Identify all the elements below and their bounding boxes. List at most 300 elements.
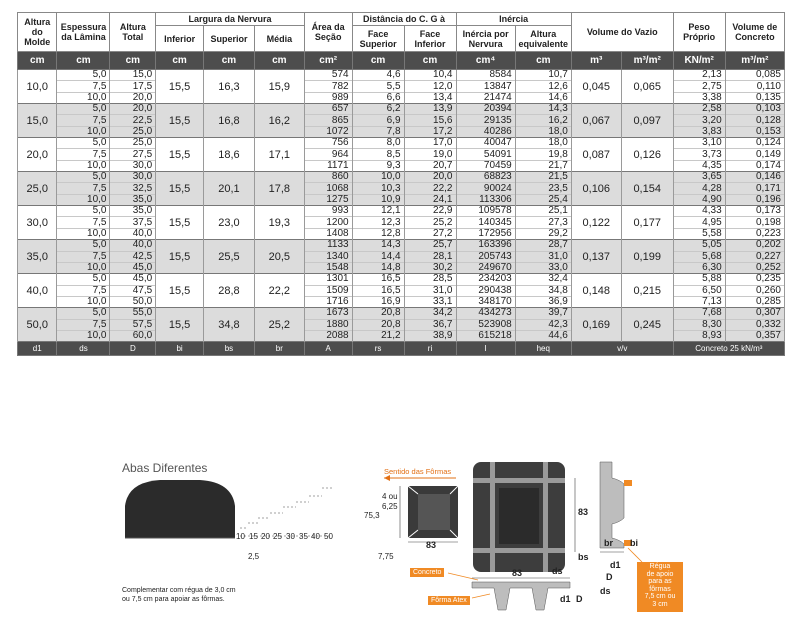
- table-cell: 25,0: [110, 126, 156, 137]
- forma-atex-tag: Fôrma Atex: [428, 596, 470, 605]
- abas-note-line-1: Complementar com régua de 3,0 cm: [122, 587, 236, 594]
- table-cell: 15,5: [156, 138, 204, 172]
- table-cell: 45,0: [110, 274, 156, 285]
- unit-cell: m³/m²: [621, 52, 673, 70]
- col-espessura-lamina: Espessura da Lâmina: [57, 13, 110, 52]
- table-row: [18, 240, 785, 251]
- sec-D: D: [576, 594, 583, 604]
- table-cell: 0,103: [725, 104, 784, 115]
- table-cell: 40,0: [18, 274, 57, 308]
- table-cell: 55,0: [110, 308, 156, 319]
- table-row: [18, 104, 785, 115]
- table-cell: 90024: [456, 183, 515, 194]
- dim-83-a: 83: [426, 540, 437, 550]
- table-cell: 30,2: [404, 262, 456, 273]
- table-cell: 0,227: [725, 251, 784, 262]
- unit-cell: cm: [352, 52, 404, 70]
- table-cell: 21,2: [352, 330, 404, 341]
- table-cell: 16,9: [352, 296, 404, 307]
- regua-line: de apoio: [646, 570, 674, 578]
- table-cell: 14,4: [352, 251, 404, 262]
- table-cell: 0,128: [725, 115, 784, 126]
- table-cell: 42,3: [515, 319, 571, 330]
- table-cell: 10,0: [57, 126, 110, 137]
- row-group: [18, 274, 785, 308]
- table-cell: 0,067: [571, 104, 621, 138]
- table-cell: 29,2: [515, 228, 571, 239]
- table-cell: 0,146: [725, 172, 784, 183]
- table-cell: 1072: [304, 126, 352, 137]
- table-cell: 29135: [456, 115, 515, 126]
- table-cell: 20,8: [352, 319, 404, 330]
- symbol-cell: I: [456, 342, 515, 356]
- unit-cell: cm: [57, 52, 110, 70]
- table-cell: 0,126: [621, 138, 673, 172]
- table-cell: 5,0: [57, 274, 110, 285]
- table-cell: 17,0: [404, 138, 456, 149]
- table-cell: 1133: [304, 240, 352, 251]
- table-cell: 0,169: [571, 308, 621, 342]
- table-cell: 0,122: [571, 206, 621, 240]
- symbol-cell: bi: [156, 342, 204, 356]
- table-cell: 7,5: [57, 251, 110, 262]
- table-cell: 15,5: [156, 206, 204, 240]
- diagram-area: [0, 448, 800, 626]
- prof-d1: d1: [610, 560, 621, 570]
- table-cell: 36,7: [404, 319, 456, 330]
- col-volume-concreto: Volume de Concreto: [725, 13, 784, 52]
- table-cell: 27,5: [110, 149, 156, 160]
- table-cell: 3,83: [673, 126, 725, 137]
- table-cell: 16,8: [204, 104, 255, 138]
- table-cell: 30,0: [18, 206, 57, 240]
- table-cell: 0,153: [725, 126, 784, 137]
- table-cell: 20,0: [110, 104, 156, 115]
- table-cell: 8,5: [352, 149, 404, 160]
- table-cell: 10,0: [57, 92, 110, 103]
- table-cell: 9,3: [352, 160, 404, 171]
- table-cell: 15,5: [156, 104, 204, 138]
- table-cell: 0,199: [621, 240, 673, 274]
- table-row: [18, 70, 785, 81]
- table-cell: 0,260: [725, 285, 784, 296]
- abas-h-50: 50: [324, 532, 333, 541]
- symbol-cell: heq: [515, 342, 571, 356]
- table-cell: 15,5: [156, 172, 204, 206]
- table-cell: 15,6: [404, 115, 456, 126]
- abas-h-30: 30: [286, 532, 295, 541]
- table-cell: 0,196: [725, 194, 784, 205]
- table-cell: 8,0: [352, 138, 404, 149]
- col-inercia-nervura: Inércia por Nervura: [456, 26, 515, 52]
- table-cell: 23,5: [515, 183, 571, 194]
- table-cell: 0,171: [725, 183, 784, 194]
- row-group: [18, 308, 785, 342]
- table-cell: 865: [304, 115, 352, 126]
- prof-ds: ds: [600, 586, 611, 596]
- col-media: Média: [254, 26, 304, 52]
- table-cell: 50,0: [18, 308, 57, 342]
- table-cell: 18,6: [204, 138, 255, 172]
- table-cell: 0,106: [571, 172, 621, 206]
- table-cell: 17,5: [110, 81, 156, 92]
- table-cell: 4,6: [352, 70, 404, 81]
- table-cell: 34,8: [204, 308, 255, 342]
- regua-line: fôrmas: [649, 585, 671, 593]
- table-cell: 0,148: [571, 274, 621, 308]
- table-cell: 0,149: [725, 149, 784, 160]
- table-cell: 163396: [456, 240, 515, 251]
- table-cell: 28,7: [515, 240, 571, 251]
- label-br: br: [604, 538, 613, 548]
- table-cell: 57,5: [110, 319, 156, 330]
- table-cell: 15,5: [156, 274, 204, 308]
- table-cell: 2,58: [673, 104, 725, 115]
- col-volume-vazio: Volume do Vazio: [571, 13, 673, 52]
- spec-table: [17, 12, 785, 356]
- abas-h-25: 25: [273, 532, 282, 541]
- table-cell: 13,9: [404, 104, 456, 115]
- table-cell: 0,135: [725, 92, 784, 103]
- abas-h-35: 35: [299, 532, 308, 541]
- col-face-superior: Face Superior: [352, 26, 404, 52]
- table-cell: 989: [304, 92, 352, 103]
- table-cell: 23,0: [204, 206, 255, 240]
- table-cell: 17,2: [404, 126, 456, 137]
- unit-cell: cm⁴: [456, 52, 515, 70]
- table-cell: 5,68: [673, 251, 725, 262]
- regua-line: 7,5 cm ou: [644, 593, 676, 600]
- table-cell: 3,65: [673, 172, 725, 183]
- label-bs: bs: [578, 552, 589, 562]
- table-cell: 109578: [456, 206, 515, 217]
- table-cell: 15,5: [156, 70, 204, 104]
- table-cell: 0,235: [725, 274, 784, 285]
- table-cell: 24,1: [404, 194, 456, 205]
- table-cell: 249670: [456, 262, 515, 273]
- table-cell: 28,8: [204, 274, 255, 308]
- col-altura-total: Altura Total: [110, 13, 156, 52]
- table-cell: 17,1: [254, 138, 304, 172]
- abas-h-40: 40: [311, 532, 320, 541]
- symbol-cell: Concreto 25 kN/m³: [673, 342, 784, 356]
- table-cell: 16,5: [352, 285, 404, 296]
- abas-note-line-2: ou 7,5 cm para apoiar as fôrmas.: [122, 596, 225, 603]
- row-group: [18, 240, 785, 274]
- table-cell: 40,0: [110, 228, 156, 239]
- symbol-cell: A: [304, 342, 352, 356]
- table-row: [18, 172, 785, 183]
- table-cell: 13847: [456, 81, 515, 92]
- symbol-cell: D: [110, 342, 156, 356]
- regua-line: Régua: [649, 563, 671, 570]
- table-cell: 756: [304, 138, 352, 149]
- table-cell: 13,4: [404, 92, 456, 103]
- table-cell: 0,215: [621, 274, 673, 308]
- table-cell: 20,7: [404, 160, 456, 171]
- table-cell: 615218: [456, 330, 515, 341]
- aba-625: 6,25: [382, 502, 398, 511]
- col-area-secao: Área da Seção: [304, 13, 352, 52]
- label-bi: bi: [630, 538, 638, 548]
- table-cell: 0,223: [725, 228, 784, 239]
- table-cell: 35,0: [110, 206, 156, 217]
- table-cell: 5,0: [57, 104, 110, 115]
- table-cell: 7,5: [57, 81, 110, 92]
- dim-753: 75,3: [364, 511, 380, 520]
- row-group: [18, 172, 785, 206]
- table-cell: 10,0: [57, 228, 110, 239]
- table-cell: 10,0: [57, 330, 110, 341]
- table-cell: 20,0: [404, 172, 456, 183]
- table-cell: 18,0: [515, 138, 571, 149]
- table-cell: 54091: [456, 149, 515, 160]
- table-cell: 33,1: [404, 296, 456, 307]
- symbol-cell: ds: [57, 342, 110, 356]
- table-cell: 30,0: [110, 172, 156, 183]
- table-cell: 47,5: [110, 285, 156, 296]
- row-group: [18, 70, 785, 104]
- table-cell: 0,202: [725, 240, 784, 251]
- unit-cell: cm: [204, 52, 255, 70]
- table-cell: 35,0: [110, 194, 156, 205]
- table-cell: 0,154: [621, 172, 673, 206]
- table-cell: 3,10: [673, 138, 725, 149]
- table-cell: 0,177: [621, 206, 673, 240]
- table-cell: 14,6: [515, 92, 571, 103]
- table-cell: 0,087: [571, 138, 621, 172]
- table-cell: 0,124: [725, 138, 784, 149]
- table-cell: 657: [304, 104, 352, 115]
- table-cell: 1408: [304, 228, 352, 239]
- table-cell: 523908: [456, 319, 515, 330]
- table-cell: 25,2: [254, 308, 304, 342]
- table-cell: 20,1: [204, 172, 255, 206]
- table-cell: 16,3: [204, 70, 255, 104]
- table-cell: 68823: [456, 172, 515, 183]
- table-cell: 7,5: [57, 319, 110, 330]
- unit-cell: cm²: [304, 52, 352, 70]
- table-cell: 12,3: [352, 217, 404, 228]
- table-cell: 12,1: [352, 206, 404, 217]
- table-cell: 0,045: [571, 70, 621, 104]
- table-cell: 7,5: [57, 183, 110, 194]
- table-cell: 1673: [304, 308, 352, 319]
- table-cell: 10,0: [18, 70, 57, 104]
- table-cell: 14,8: [352, 262, 404, 273]
- abas-dimension-lines: [240, 488, 332, 536]
- table-cell: 7,13: [673, 296, 725, 307]
- table-cell: 4,35: [673, 160, 725, 171]
- table-cell: 10,0: [57, 160, 110, 171]
- table-cell: 5,0: [57, 206, 110, 217]
- table-cell: 434273: [456, 308, 515, 319]
- table-cell: 38,9: [404, 330, 456, 341]
- units-row: [18, 52, 785, 70]
- sentido-label: Sentido das Fôrmas: [384, 467, 452, 476]
- table-cell: 7,5: [57, 285, 110, 296]
- table-cell: 32,4: [515, 274, 571, 285]
- table-cell: 30,0: [110, 160, 156, 171]
- symbol-cell: ri: [404, 342, 456, 356]
- table-cell: 5,0: [57, 172, 110, 183]
- table-cell: 12,6: [515, 81, 571, 92]
- prof-D: D: [606, 572, 613, 582]
- symbol-cell: br: [254, 342, 304, 356]
- table-cell: 574: [304, 70, 352, 81]
- table-cell: 4,90: [673, 194, 725, 205]
- table-cell: 7,5: [57, 149, 110, 160]
- table-cell: 20,8: [352, 308, 404, 319]
- symbol-cell: v/v: [571, 342, 673, 356]
- table-cell: 5,58: [673, 228, 725, 239]
- table-cell: 32,5: [110, 183, 156, 194]
- table-cell: 15,5: [156, 308, 204, 342]
- table-cell: 0,085: [725, 70, 784, 81]
- table-cell: 1548: [304, 262, 352, 273]
- table-cell: 20394: [456, 104, 515, 115]
- table-cell: 1509: [304, 285, 352, 296]
- col-superior: Superior: [204, 26, 255, 52]
- table-cell: 19,8: [515, 149, 571, 160]
- table-cell: 10,0: [352, 172, 404, 183]
- table-cell: 14,3: [352, 240, 404, 251]
- table-cell: 1275: [304, 194, 352, 205]
- table-cell: 15,0: [18, 104, 57, 138]
- regua-line: para as: [648, 578, 672, 585]
- table-cell: 25,7: [404, 240, 456, 251]
- table-cell: 19,3: [254, 206, 304, 240]
- row-group: [18, 206, 785, 240]
- table-cell: 40286: [456, 126, 515, 137]
- dim-83-c: 83: [512, 568, 523, 578]
- table-cell: 8,30: [673, 319, 725, 330]
- table-cell: 6,50: [673, 285, 725, 296]
- table-cell: 8584: [456, 70, 515, 81]
- table-cell: 20,5: [254, 240, 304, 274]
- symbols-row: [18, 342, 785, 356]
- table-cell: 10,7: [515, 70, 571, 81]
- table-cell: 0,198: [725, 217, 784, 228]
- table-cell: 6,2: [352, 104, 404, 115]
- abas-note: [122, 586, 236, 604]
- col-altura-equivalente: Altura equivalente: [515, 26, 571, 52]
- table-row: [18, 308, 785, 319]
- table-cell: 3,38: [673, 92, 725, 103]
- abas-form-shape: [125, 480, 235, 538]
- table-cell: 70459: [456, 160, 515, 171]
- table-cell: 3,20: [673, 115, 725, 126]
- symbol-cell: d1: [18, 342, 57, 356]
- col-inercia: Inércia: [456, 13, 571, 26]
- table-cell: 0,252: [725, 262, 784, 273]
- table-cell: 39,7: [515, 308, 571, 319]
- table-cell: 7,68: [673, 308, 725, 319]
- row-group: [18, 104, 785, 138]
- table-cell: 5,5: [352, 81, 404, 92]
- table-cell: 1880: [304, 319, 352, 330]
- table-cell: 0,173: [725, 206, 784, 217]
- regua-line: 3 cm: [652, 600, 668, 608]
- table-cell: 6,9: [352, 115, 404, 126]
- table-cell: 27,3: [515, 217, 571, 228]
- table-cell: 113306: [456, 194, 515, 205]
- unit-cell: cm: [254, 52, 304, 70]
- table-cell: 60,0: [110, 330, 156, 341]
- table-cell: 234203: [456, 274, 515, 285]
- table-cell: 1301: [304, 274, 352, 285]
- table-cell: 40,0: [110, 240, 156, 251]
- table-cell: 5,0: [57, 70, 110, 81]
- concreto-tag: Concreto: [410, 568, 444, 577]
- table-cell: 16,5: [352, 274, 404, 285]
- table-cell: 0,137: [571, 240, 621, 274]
- unit-cell: KN/m²: [673, 52, 725, 70]
- table-cell: 8,93: [673, 330, 725, 341]
- table-cell: 20,0: [110, 92, 156, 103]
- dim-775: 7,75: [378, 552, 394, 561]
- unit-cell: cm: [515, 52, 571, 70]
- table-cell: 34,8: [515, 285, 571, 296]
- table-cell: 0,332: [725, 319, 784, 330]
- table-cell: 50,0: [110, 296, 156, 307]
- table-cell: 22,9: [404, 206, 456, 217]
- table-cell: 5,0: [57, 138, 110, 149]
- col-inferior: Inferior: [156, 26, 204, 52]
- table-cell: 18,0: [515, 126, 571, 137]
- table-cell: 33,0: [515, 262, 571, 273]
- table-cell: 6,30: [673, 262, 725, 273]
- table-cell: 16,2: [515, 115, 571, 126]
- table-cell: 42,5: [110, 251, 156, 262]
- table-cell: 22,2: [404, 183, 456, 194]
- table-row: [18, 274, 785, 285]
- table-cell: 0,307: [725, 308, 784, 319]
- unit-cell: m³: [571, 52, 621, 70]
- table-cell: 2,75: [673, 81, 725, 92]
- table-cell: 15,9: [254, 70, 304, 104]
- table-cell: 27,2: [404, 228, 456, 239]
- table-cell: 1200: [304, 217, 352, 228]
- abas-h-20: 20: [261, 532, 270, 541]
- table-cell: 2,13: [673, 70, 725, 81]
- unit-cell: m³/m²: [725, 52, 784, 70]
- symbol-cell: bs: [204, 342, 255, 356]
- table-cell: 25,0: [18, 172, 57, 206]
- table-cell: 35,0: [18, 240, 57, 274]
- table-row: [18, 138, 785, 149]
- table-cell: 17,8: [254, 172, 304, 206]
- table-cell: 140345: [456, 217, 515, 228]
- table-cell: 25,2: [404, 217, 456, 228]
- table-cell: 28,1: [404, 251, 456, 262]
- table-cell: 20,0: [18, 138, 57, 172]
- abas-h-15: 15: [249, 532, 258, 541]
- table-cell: 0,245: [621, 308, 673, 342]
- table-cell: 10,0: [57, 296, 110, 307]
- table-cell: 1340: [304, 251, 352, 262]
- abas-h-10: 10: [236, 532, 245, 541]
- table-cell: 6,6: [352, 92, 404, 103]
- table-cell: 28,5: [404, 274, 456, 285]
- table-cell: 782: [304, 81, 352, 92]
- table-cell: 31,0: [404, 285, 456, 296]
- abas-title: Abas Diferentes: [122, 461, 208, 475]
- col-face-inferior: Face Inferior: [404, 26, 456, 52]
- table-cell: 2088: [304, 330, 352, 341]
- table-cell: 993: [304, 206, 352, 217]
- table-row: [18, 206, 785, 217]
